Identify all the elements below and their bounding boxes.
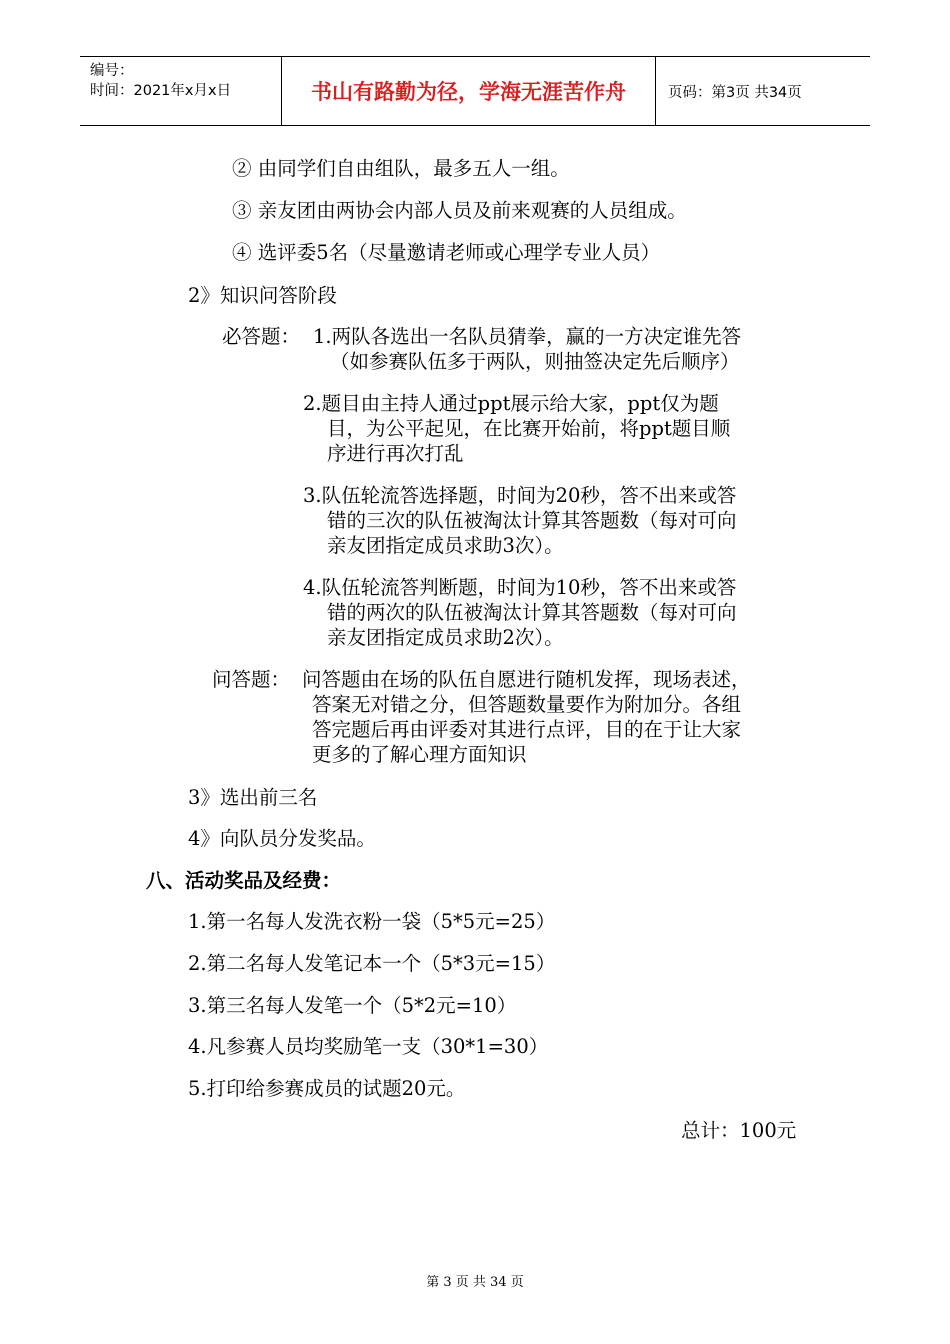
header-left-cell — [80, 57, 282, 125]
page-footer: 第 3 页 共 34 页 — [426, 1275, 524, 1290]
document-date: 时间：2021年x月x日 — [90, 83, 232, 99]
header-motto: 书山有路勤为径，学海无涯苦作舟 — [282, 57, 656, 125]
required-q1-line1: 1.两队各选出一名队员猜拳，赢的一方决定谁先答 — [313, 325, 742, 348]
required-q4-line3: 亲友团指定成员求助2次）。 — [327, 626, 564, 649]
stage-2-heading: 2》知识问答阶段 — [188, 284, 337, 307]
qa-line3: 答完题后再由评委对其进行点评，目的在于让大家 — [312, 718, 742, 741]
stage-4-heading: 4》向队员分发奖品。 — [188, 827, 376, 850]
required-q3-line1: 3.队伍轮流答选择题，时间为20秒，答不出来或答 — [303, 484, 737, 507]
item-2: ② 由同学们自由组队，最多五人一组。 — [232, 157, 570, 180]
prize-2: 2.第二名每人发笔记本一个（5*3元=15） — [188, 952, 556, 975]
prize-3: 3.第三名每人发笔一个（5*2元=10） — [188, 994, 517, 1017]
required-q4-line2: 错的两次的队伍被淘汰计算其答题数（每对可向 — [327, 601, 737, 624]
total-cost: 总计：100元 — [681, 1119, 797, 1142]
required-label: 必答题： — [222, 325, 301, 348]
qa-line4: 更多的了解心理方面知识 — [312, 743, 527, 766]
stage-3-heading: 3》选出前三名 — [188, 786, 318, 809]
required-q3-line2: 错的三次的队伍被淘汰计算其答题数（每对可向 — [327, 509, 737, 532]
qa-label: 问答题： — [212, 668, 291, 691]
item-4: ④ 选评委5名（尽量邀请老师或心理学专业人员） — [232, 241, 661, 264]
required-q2-line3: 序进行再次打乱 — [327, 442, 464, 465]
qa-line1: 问答题由在场的队伍自愿进行随机发挥，现场表述， — [302, 668, 751, 691]
document-number-label: 编号： — [90, 63, 134, 79]
item-3: ③ 亲友团由两协会内部人员及前来观赛的人员组成。 — [232, 199, 687, 222]
required-q2-line1: 2.题目由主持人通过ppt展示给大家，ppt仅为题 — [303, 392, 719, 415]
required-q1-line2: （如参赛队伍多于两队，则抽签决定先后顺序） — [330, 350, 740, 373]
required-q3-line3: 亲友团指定成员求助3次）。 — [327, 534, 564, 557]
prize-1: 1.第一名每人发洗衣粉一袋（5*5元=25） — [188, 910, 556, 933]
qa-line2: 答案无对错之分，但答题数量要作为附加分。各组 — [312, 693, 742, 716]
required-q4-line1: 4.队伍轮流答判断题，时间为10秒，答不出来或答 — [303, 576, 737, 599]
prize-5: 5.打印给参赛成员的试题20元。 — [188, 1077, 466, 1100]
page-header — [80, 56, 870, 126]
section-8-title: 八、活动奖品及经费： — [146, 869, 342, 892]
header-page-info: 页码：第3页 共34页 — [668, 84, 802, 101]
required-q2-line2: 目，为公平起见，在比赛开始前，将ppt题目顺 — [327, 417, 731, 440]
prize-4: 4.凡参赛人员均奖励笔一支（30*1=30） — [188, 1035, 549, 1058]
